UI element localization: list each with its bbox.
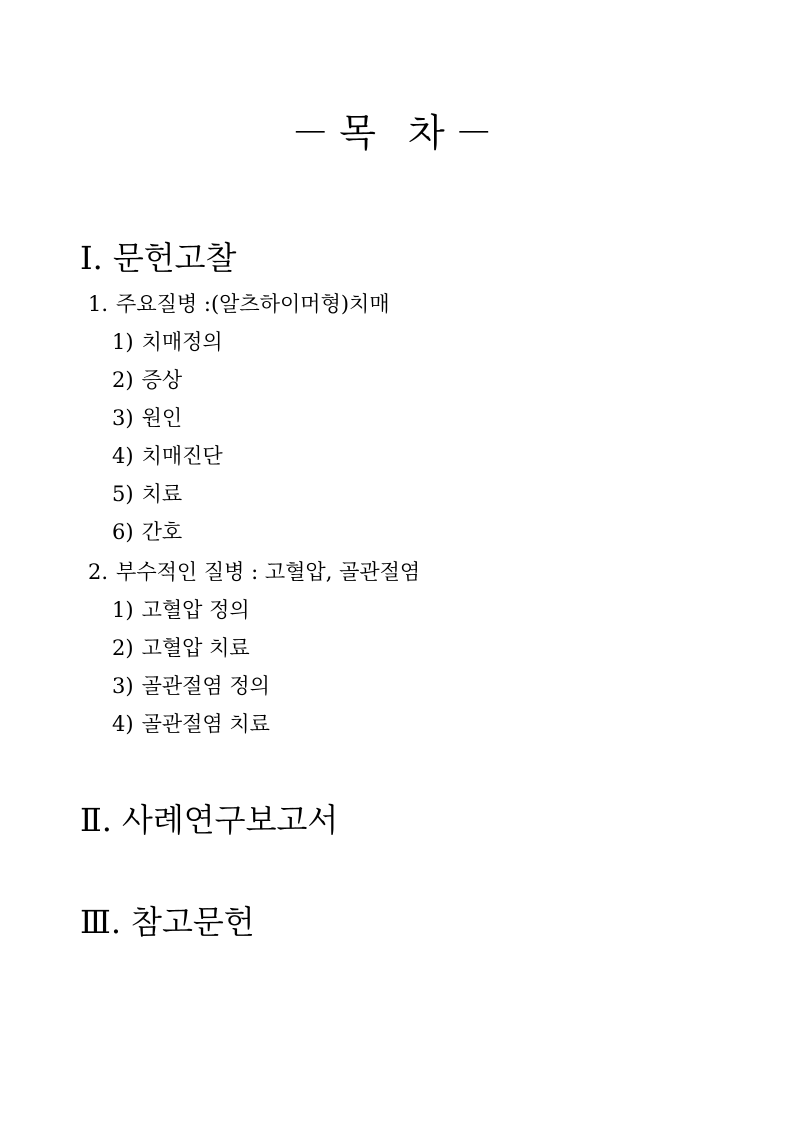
subitem-text: 고혈압 치료 <box>141 636 250 660</box>
subitem-number: 3) <box>112 674 134 698</box>
subitem-text: 증상 <box>141 368 183 392</box>
subitem-text: 골관절염 정의 <box>141 674 270 698</box>
subitem-number: 1) <box>112 598 134 622</box>
section-title: 참고문헌 <box>131 903 255 941</box>
toc-subitem <box>112 480 182 508</box>
toc-section-3 <box>80 902 255 942</box>
toc-item-2 <box>88 558 420 586</box>
toc-title: －목 차－ <box>291 111 503 155</box>
subitem-text: 고혈압 정의 <box>141 598 250 622</box>
subitem-text: 치매진단 <box>141 444 223 468</box>
subitem-number: 3) <box>112 406 134 430</box>
toc-subitem <box>112 672 270 700</box>
section-title: 문헌고찰 <box>112 239 237 277</box>
toc-subitem <box>112 366 182 394</box>
subitem-text: 원인 <box>141 406 183 430</box>
subitem-number: 6) <box>112 520 134 544</box>
subitem-number: 5) <box>112 482 134 506</box>
section-title: 사례연구보고서 <box>121 801 339 839</box>
toc-subitem <box>112 328 223 356</box>
toc-section-1 <box>80 238 236 278</box>
subitem-text: 치료 <box>141 482 183 506</box>
toc-section-2 <box>80 800 338 840</box>
toc-subitem <box>112 710 270 738</box>
subitem-text: 간호 <box>141 520 183 544</box>
subitem-number: 4) <box>112 444 134 468</box>
toc-subitem <box>112 634 250 662</box>
subitem-number: 1) <box>112 330 134 354</box>
toc-item-1 <box>88 290 390 318</box>
toc-subitem <box>112 404 182 432</box>
section-number: Ⅰ. <box>80 239 103 277</box>
subitem-number: 2) <box>112 368 134 392</box>
section-number: Ⅲ. <box>80 903 122 941</box>
item-number: 1. <box>88 292 109 316</box>
item-text: 부수적인 질병 : 고혈압, 골관절염 <box>116 560 421 584</box>
item-number: 2. <box>88 560 109 584</box>
subitem-number: 2) <box>112 636 134 660</box>
subitem-text: 치매정의 <box>141 330 223 354</box>
section-number: Ⅱ. <box>80 801 112 839</box>
toc-subitem <box>112 596 250 624</box>
toc-subitem <box>112 442 223 470</box>
subitem-number: 4) <box>112 712 134 736</box>
item-text: 주요질병 :(알츠하이머형)치매 <box>116 292 390 316</box>
subitem-text: 골관절염 치료 <box>141 712 270 736</box>
toc-subitem <box>112 518 182 546</box>
